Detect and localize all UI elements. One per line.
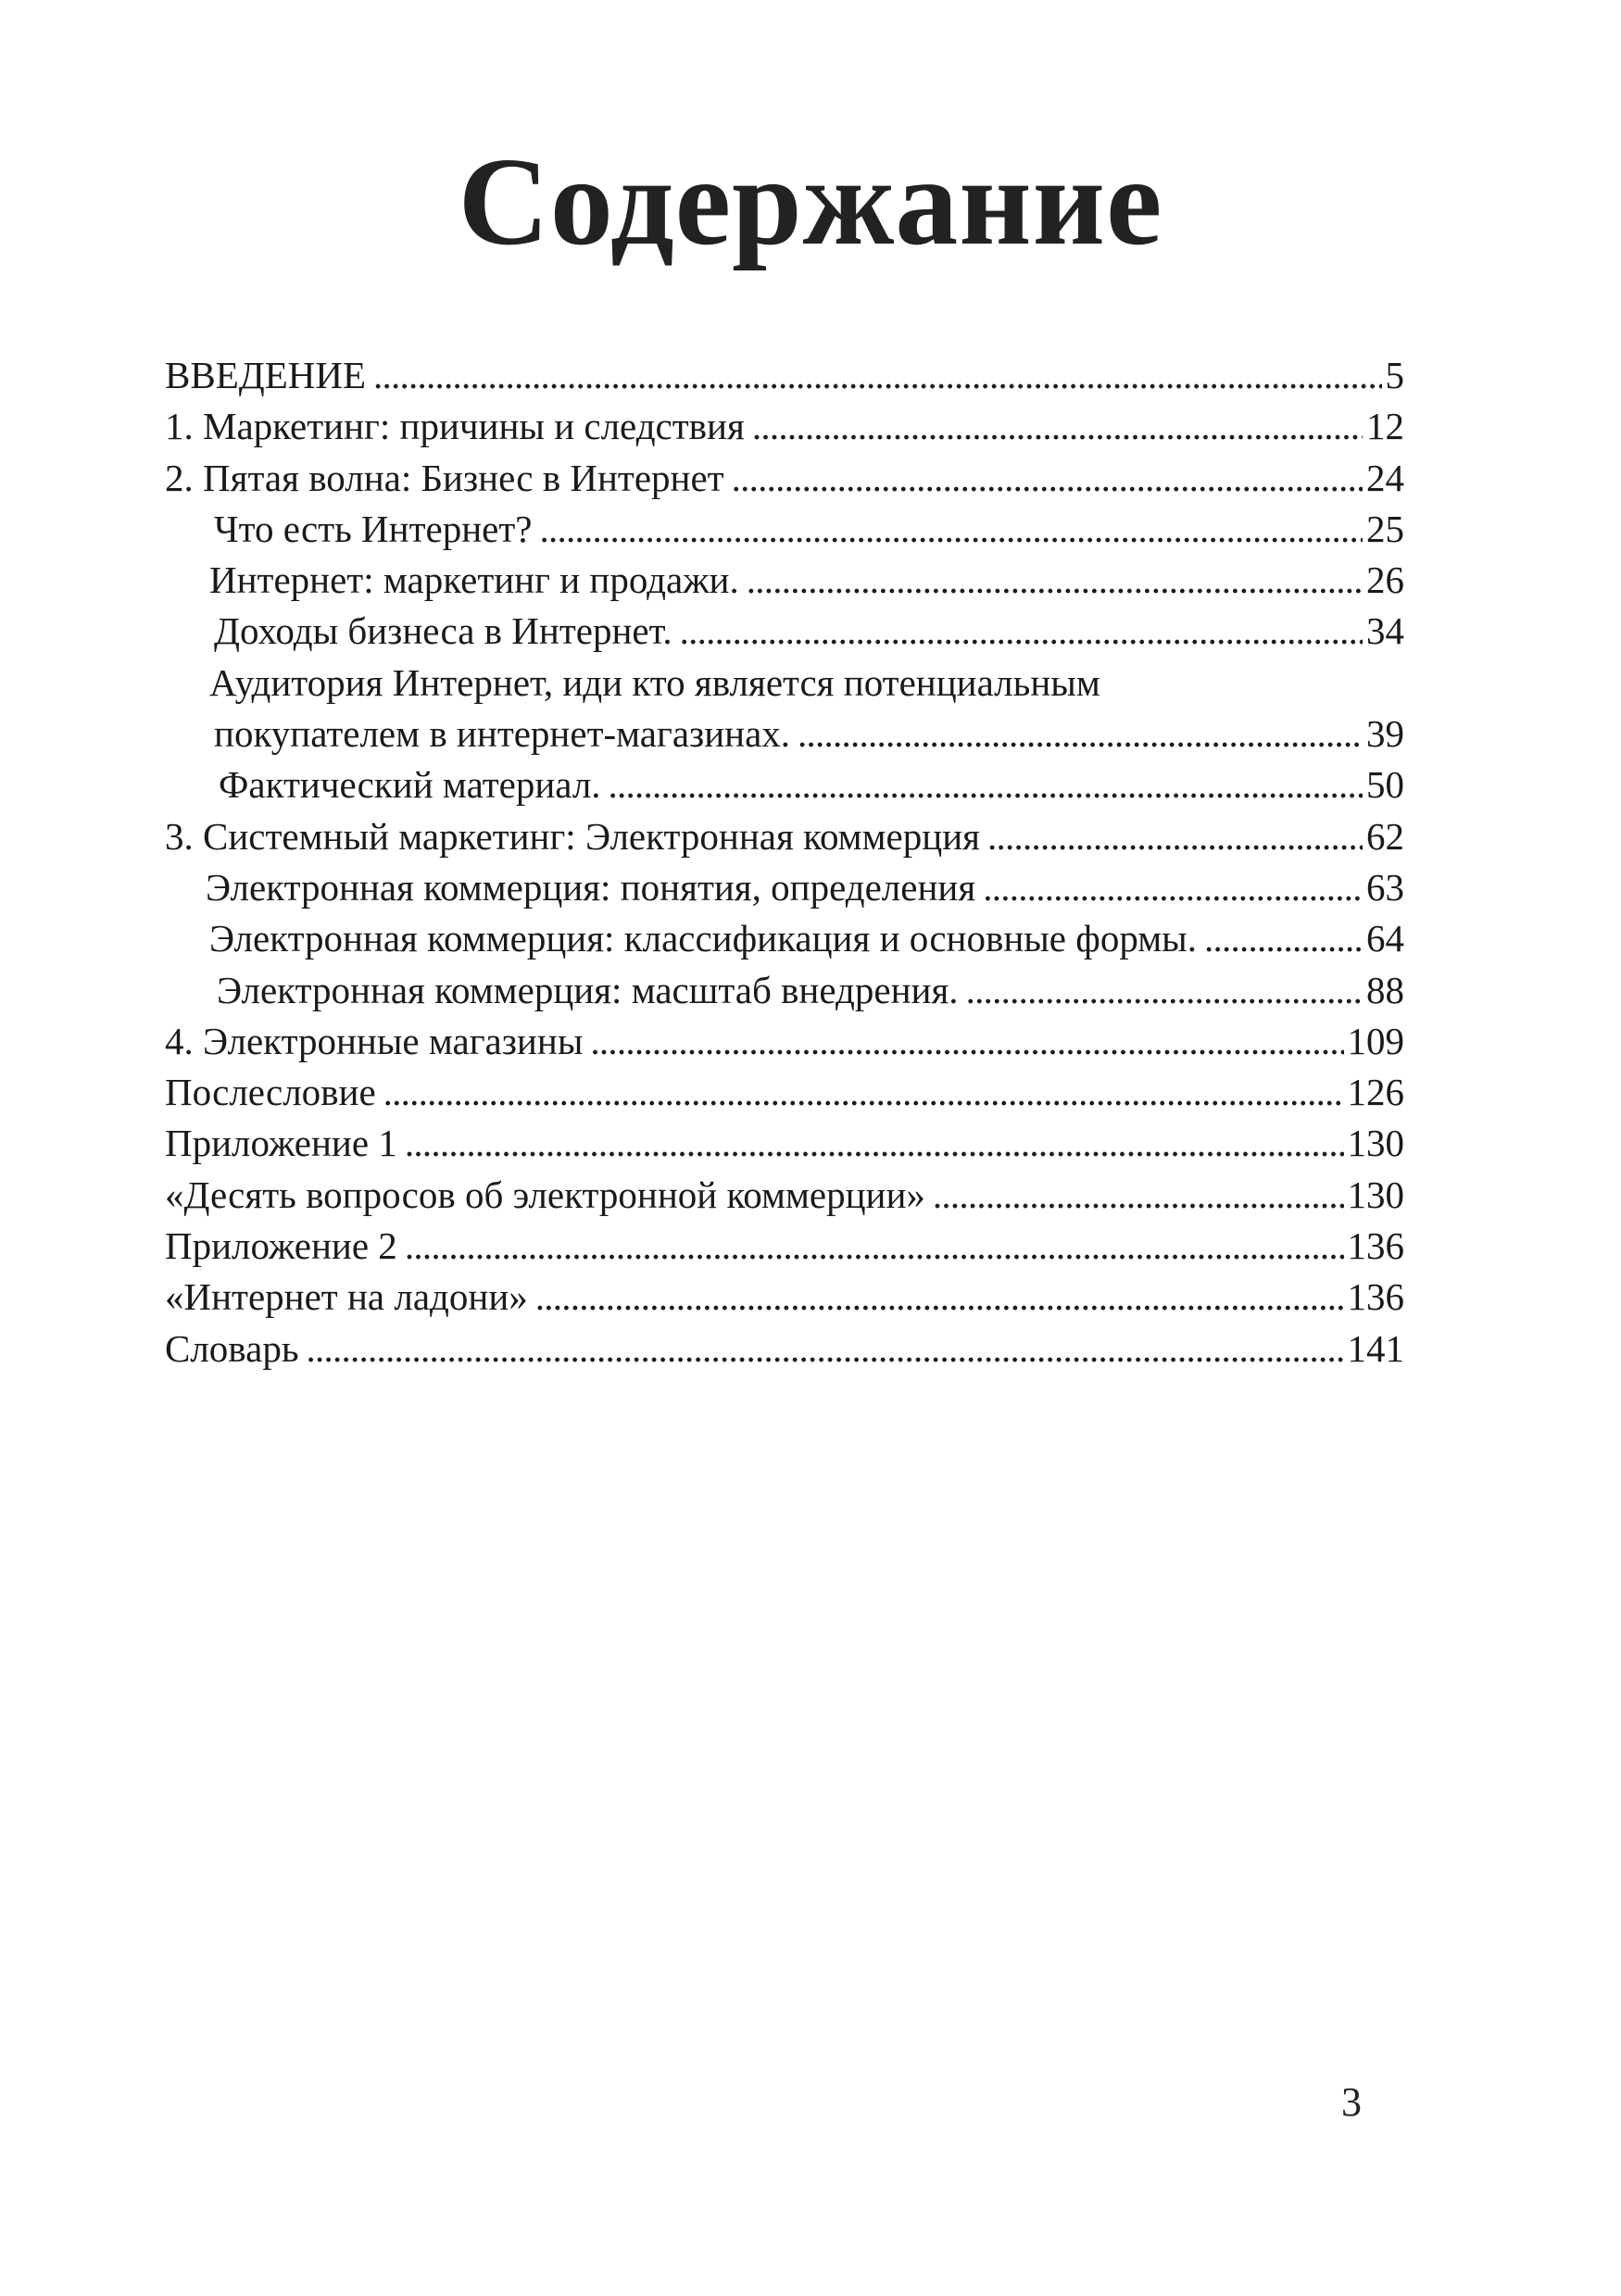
toc-entry-page: 25 bbox=[1366, 507, 1404, 550]
table-of-contents bbox=[165, 350, 1404, 1374]
toc-dot-leader bbox=[609, 759, 1363, 810]
toc-dot-leader bbox=[747, 555, 1363, 606]
toc-entry-section[interactable] bbox=[165, 913, 1404, 964]
toc-entry-chapter-4[interactable] bbox=[165, 1016, 1404, 1067]
toc-dot-leader bbox=[1204, 913, 1363, 964]
toc-entry-label: 1. Маркетинг: причины и следствия bbox=[165, 405, 745, 448]
toc-dot-leader bbox=[590, 1016, 1343, 1067]
toc-dot-leader bbox=[987, 811, 1363, 862]
toc-entry-section[interactable] bbox=[165, 862, 1404, 913]
toc-entry-section[interactable] bbox=[165, 606, 1404, 657]
toc-entry-label: «Десять вопросов об электронной коммерции» bbox=[165, 1173, 925, 1216]
toc-entry-section[interactable] bbox=[165, 965, 1404, 1016]
toc-entry-label: «Интернет на ладони» bbox=[165, 1275, 528, 1319]
toc-entry-label: Интернет: маркетинг и продажи. bbox=[209, 558, 739, 602]
toc-dot-leader bbox=[539, 504, 1363, 555]
toc-dot-leader bbox=[732, 453, 1363, 504]
toc-entry-page: 62 bbox=[1366, 814, 1404, 858]
toc-dot-leader bbox=[798, 709, 1363, 759]
toc-entry-section[interactable] bbox=[165, 504, 1404, 555]
toc-entry-label: Что есть Интернет? bbox=[214, 507, 533, 550]
toc-entry-page: 12 bbox=[1366, 405, 1404, 448]
toc-dot-leader bbox=[405, 1118, 1344, 1169]
toc-entry-glossary[interactable] bbox=[165, 1324, 1404, 1374]
toc-entry-page: 136 bbox=[1347, 1275, 1404, 1319]
toc-entry-label: покупателем в интернет-магазинах. bbox=[214, 712, 791, 756]
toc-entry-afterword[interactable] bbox=[165, 1067, 1404, 1118]
toc-entry-page: 63 bbox=[1366, 865, 1404, 909]
toc-entry-appendix-2-title[interactable] bbox=[165, 1272, 1404, 1323]
toc-entry-section[interactable] bbox=[165, 555, 1404, 606]
toc-entry-label: Электронная коммерция: классификация и основные формы. bbox=[209, 917, 1197, 960]
toc-entry-label: 4. Электронные магазины bbox=[165, 1019, 584, 1062]
toc-dot-leader bbox=[383, 1067, 1344, 1118]
toc-dot-leader bbox=[373, 350, 1381, 401]
toc-entry-appendix-1[interactable] bbox=[165, 1118, 1404, 1169]
toc-entry-chapter-2[interactable] bbox=[165, 453, 1404, 504]
toc-entry-page: 50 bbox=[1366, 763, 1404, 807]
toc-dot-leader bbox=[307, 1324, 1344, 1374]
toc-dot-leader bbox=[680, 606, 1363, 657]
toc-dot-leader bbox=[966, 965, 1363, 1016]
toc-entry-appendix-1-title[interactable] bbox=[165, 1170, 1404, 1221]
toc-dot-leader bbox=[535, 1272, 1344, 1323]
toc-entry-page: 39 bbox=[1366, 712, 1404, 756]
toc-entry-page: 130 bbox=[1347, 1122, 1404, 1165]
toc-entry-chapter-1[interactable] bbox=[165, 401, 1404, 452]
toc-entry-label: Аудитория Интернет, иди кто является потенциальным bbox=[209, 660, 1100, 704]
toc-entry-introduction[interactable] bbox=[165, 350, 1404, 401]
toc-entry-page: 88 bbox=[1366, 968, 1404, 1011]
toc-dot-leader bbox=[752, 401, 1363, 452]
toc-entry-label: 3. Системный маркетинг: Электронная коммерция bbox=[165, 814, 980, 858]
toc-entry-appendix-2[interactable] bbox=[165, 1221, 1404, 1272]
toc-entry-page: 24 bbox=[1366, 456, 1404, 499]
toc-entry-label: Электронная коммерция: масштаб внедрения. bbox=[217, 968, 959, 1011]
toc-entry-section-continued[interactable] bbox=[165, 709, 1404, 759]
toc-entry-page: 126 bbox=[1347, 1071, 1404, 1114]
toc-entry-page: 34 bbox=[1366, 609, 1404, 653]
toc-entry-label: Словарь bbox=[165, 1326, 299, 1370]
page-title: Содержание bbox=[458, 132, 1163, 271]
toc-entry-label: Приложение 1 bbox=[165, 1122, 397, 1165]
toc-entry-page: 26 bbox=[1366, 558, 1404, 602]
toc-entry-page: 141 bbox=[1347, 1326, 1404, 1370]
page-number: 3 bbox=[1341, 2079, 1362, 2125]
toc-entry-page: 130 bbox=[1347, 1173, 1404, 1216]
toc-entry-label: ВВЕДЕНИЕ bbox=[165, 354, 367, 396]
toc-dot-leader bbox=[983, 862, 1363, 913]
toc-dot-leader bbox=[405, 1221, 1344, 1272]
toc-entry-label: Послесловие bbox=[165, 1071, 376, 1114]
toc-entry-page: 5 bbox=[1385, 354, 1404, 396]
toc-entry-label: 2. Пятая волна: Бизнес в Интернет bbox=[165, 456, 724, 499]
toc-entry-label: Приложение 2 bbox=[165, 1224, 397, 1268]
toc-entry-chapter-3[interactable] bbox=[165, 811, 1404, 862]
toc-entry-page: 64 bbox=[1366, 917, 1404, 960]
toc-entry-label: Доходы бизнеса в Интернет. bbox=[214, 609, 672, 653]
toc-entry-section[interactable] bbox=[165, 759, 1404, 810]
toc-entry-page: 109 bbox=[1347, 1019, 1404, 1062]
toc-entry-section[interactable] bbox=[165, 658, 1404, 709]
toc-dot-leader bbox=[933, 1170, 1344, 1221]
toc-entry-label: Фактический материал. bbox=[219, 763, 601, 807]
toc-entry-label: Электронная коммерция: понятия, определения bbox=[206, 865, 976, 909]
toc-entry-page: 136 bbox=[1347, 1224, 1404, 1268]
